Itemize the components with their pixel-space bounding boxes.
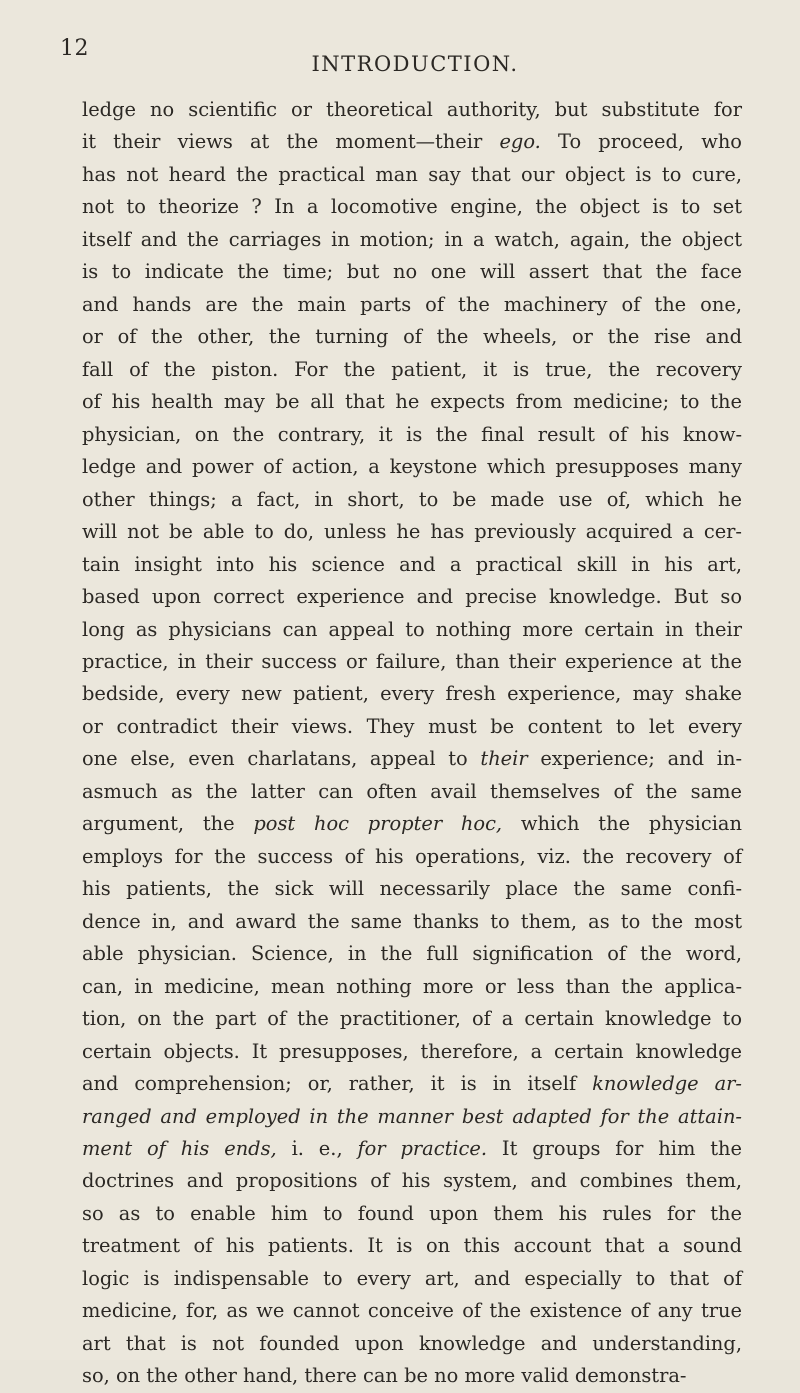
text-line xyxy=(82,549,742,581)
text-line xyxy=(82,1263,742,1295)
text-segment: not to theorize ? In a locomotive engine, the object is to set xyxy=(82,195,742,219)
text-line xyxy=(82,451,742,483)
text-segment: ledge no scientific or theoretical authority, but substitute for xyxy=(82,98,742,121)
text-line xyxy=(82,224,742,256)
text-segment: fall of the piston. For the patient, it is true, the recovery xyxy=(82,357,742,381)
text-segment: treatment of his patients. It is on this account that a sound xyxy=(82,1234,742,1258)
text-line xyxy=(82,678,742,710)
text-segment: It groups for him the xyxy=(487,1137,742,1160)
italic-text: for practice. xyxy=(357,1137,488,1160)
text-line xyxy=(82,1036,742,1068)
text-segment: can, in medicine, mean nothing more or less than the applica- xyxy=(82,974,742,998)
text-line xyxy=(82,1003,742,1035)
text-line xyxy=(82,1328,742,1360)
text-line xyxy=(82,743,742,775)
text-line xyxy=(82,1295,742,1327)
text-segment: physician, on the contrary, it is the final result of his know- xyxy=(82,422,742,446)
text-segment: able physician. Science, in the full signification of the word, xyxy=(82,942,742,966)
text-line xyxy=(82,289,742,321)
text-line xyxy=(82,159,742,191)
text-line xyxy=(82,808,742,840)
text-line xyxy=(82,581,742,613)
text-segment: tain insight into his science and a practical skill in his art, xyxy=(82,552,742,576)
text-segment: medicine, for, as we cannot conceive of the existence of any true xyxy=(82,1299,742,1323)
text-segment: To proceed, who xyxy=(540,130,742,154)
text-line xyxy=(82,614,742,646)
text-segment: argument, the xyxy=(82,812,254,836)
text-line xyxy=(82,971,742,1003)
text-segment: which the physician xyxy=(502,812,742,836)
text-line xyxy=(82,191,742,223)
text-segment: or of the other, the turning of the wheels, or the rise and xyxy=(82,325,742,349)
text-line xyxy=(82,646,742,678)
text-segment: art that is not founded upon knowledge and understanding, xyxy=(82,1331,742,1355)
text-segment: certain objects. It presupposes, therefore, a certain knowledge xyxy=(82,1039,742,1063)
text-segment: has not heard the practical man say that our object is to cure, xyxy=(82,162,742,186)
text-segment: employs for the success of his operations, viz. the recovery of xyxy=(82,844,742,868)
text-segment: or contradict their views. They must be content to let every xyxy=(82,714,742,738)
text-segment: based upon correct experience and precise knowledge. But so xyxy=(82,585,742,609)
text-segment: itself and the carriages in motion; in a watch, again, the object xyxy=(82,227,742,251)
text-line xyxy=(82,938,742,970)
text-line xyxy=(82,1101,742,1133)
text-segment: bedside, every new patient, every fresh experience, may shake xyxy=(82,682,742,706)
text-line xyxy=(82,1068,742,1100)
page-number: 12 xyxy=(60,36,89,61)
italic-text: ranged and employed in the manner best adapted for the attain- xyxy=(82,1104,742,1128)
text-segment: it their views at the moment—their xyxy=(82,130,500,154)
text-segment: so as to enable him to found upon them his rules for the xyxy=(82,1201,742,1225)
text-segment: experience; and in- xyxy=(527,747,742,771)
italic-text: ego. xyxy=(499,130,541,154)
text-line xyxy=(82,1133,742,1165)
italic-text: knowledge ar- xyxy=(592,1072,742,1096)
text-line xyxy=(82,1165,742,1197)
text-line xyxy=(82,94,742,126)
italic-text: post hoc propter hoc, xyxy=(253,812,503,836)
text-line xyxy=(82,321,742,353)
text-line xyxy=(82,126,742,158)
text-segment: ledge and power of action, a keystone which presupposes many xyxy=(82,455,742,479)
text-line xyxy=(82,841,742,873)
text-segment: one else, even charlatans, appeal to xyxy=(82,747,481,771)
text-segment: will not be able to do, unless he has previously acquired a cer- xyxy=(82,520,742,544)
text-segment: practice, in their success or failure, than their experience at the xyxy=(82,649,742,673)
text-segment: dence in, and award the same thanks to them, as to the most xyxy=(82,909,742,933)
text-line xyxy=(82,386,742,418)
text-segment: and comprehension; or, rather, it is in itself xyxy=(82,1072,593,1096)
text-line xyxy=(82,484,742,516)
running-title: INTRODUCTION. xyxy=(311,52,519,76)
text-segment: long as physicians can appeal to nothing more certain in their xyxy=(82,617,742,641)
text-segment: logic is indispensable to every art, and especially to that of xyxy=(82,1266,742,1290)
italic-text: ment of his ends, xyxy=(82,1137,277,1160)
text-line xyxy=(82,516,742,548)
text-segment: is to indicate the time; but no one will assert that the face xyxy=(82,260,742,284)
text-line xyxy=(82,873,742,905)
text-line xyxy=(82,1198,742,1230)
italic-text: their xyxy=(480,747,528,771)
text-line xyxy=(82,354,742,386)
text-line xyxy=(82,906,742,938)
text-segment: asmuch as the latter can often avail themselves of the same xyxy=(82,779,742,803)
text-segment: tion, on the part of the practitioner, of a certain knowledge to xyxy=(82,1007,742,1031)
text-segment: his patients, the sick will necessarily place the same confi- xyxy=(82,877,742,901)
text-line xyxy=(82,776,742,808)
text-line xyxy=(82,256,742,288)
text-line xyxy=(82,711,742,743)
text-segment: of his health may be all that he expects from medicine; to the xyxy=(82,390,742,414)
text-segment: and hands are the main parts of the machinery of the one, xyxy=(82,292,742,316)
text-segment: i. e., xyxy=(276,1137,358,1160)
text-segment: doctrines and propositions of his system, and combines them, xyxy=(82,1169,742,1193)
text-line xyxy=(82,419,742,451)
text-line xyxy=(82,1360,742,1392)
text-segment: other things; a fact, in short, to be made use of, which he xyxy=(82,487,742,511)
body-text xyxy=(82,94,742,1393)
text-segment: so, on the other hand, there can be no more valid demonstra- xyxy=(82,1364,687,1388)
text-line xyxy=(82,1230,742,1262)
